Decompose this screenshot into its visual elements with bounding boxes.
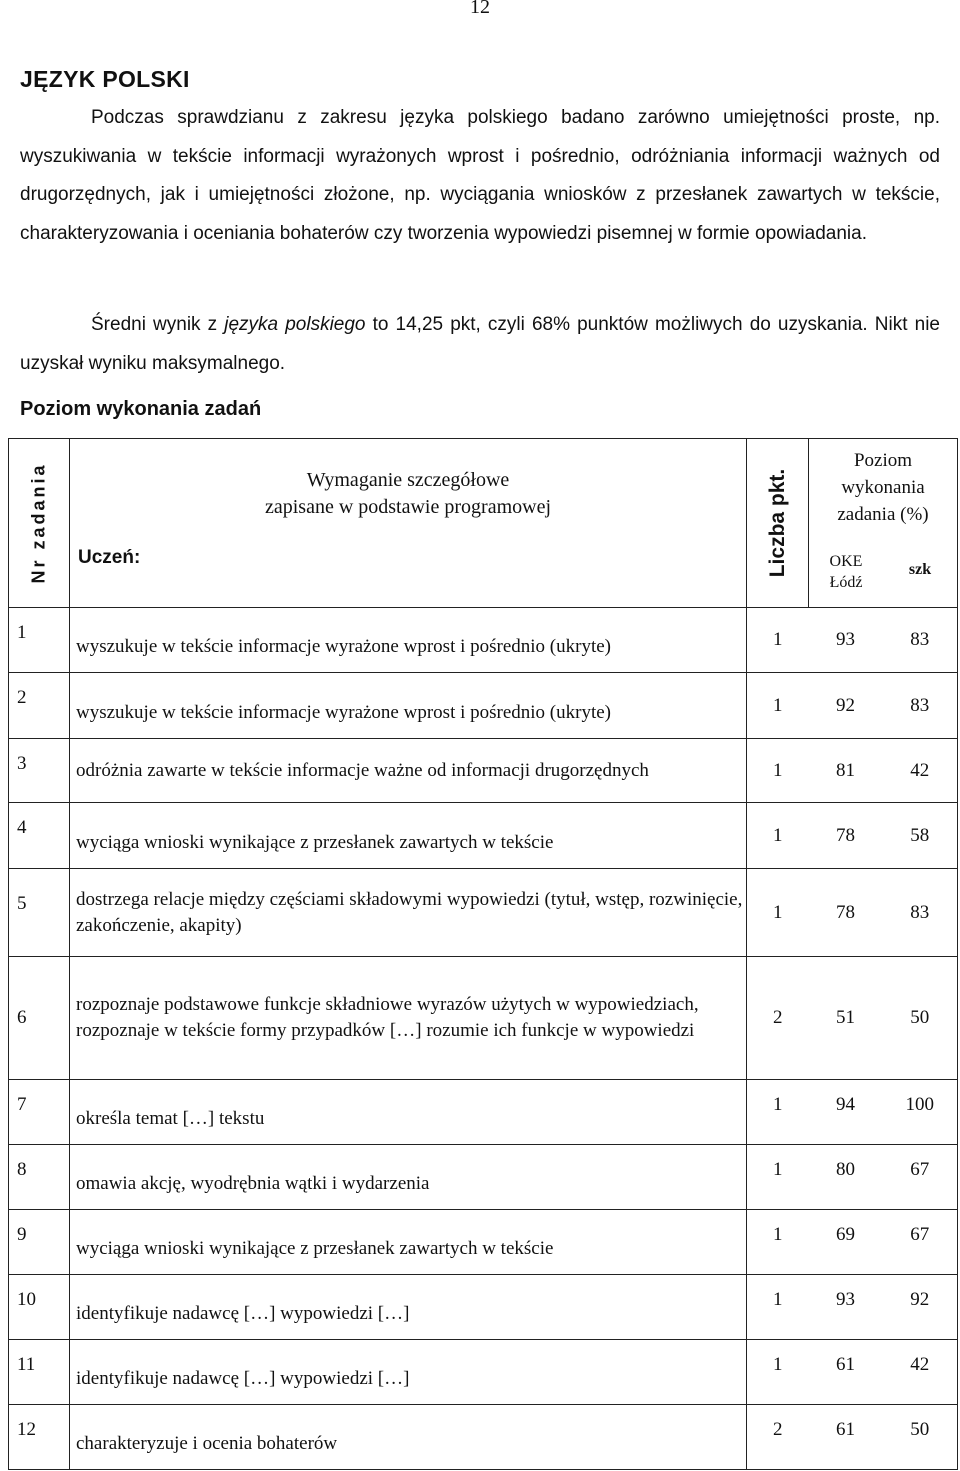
task-requirement: wyszukuje w tekście informacje wyrażone wprost i pośrednio (ukryte) bbox=[70, 673, 747, 739]
task-number: 1 bbox=[9, 608, 70, 673]
table-row bbox=[9, 739, 958, 803]
table-row bbox=[9, 957, 958, 1080]
page-number: 12 bbox=[470, 0, 490, 18]
task-points: 1 bbox=[747, 1145, 809, 1210]
task-requirement: wyciąga wnioski wynikające z przesłanek zawartych w tekście bbox=[70, 803, 747, 869]
task-points: 1 bbox=[747, 1210, 809, 1275]
task-number: 8 bbox=[9, 1145, 70, 1210]
task-school-level: 83 bbox=[883, 608, 958, 673]
header-requirement-line2: zapisane w podstawie programowej bbox=[264, 496, 551, 518]
task-number: 7 bbox=[9, 1080, 70, 1145]
task-number: 6 bbox=[9, 957, 70, 1080]
header-points-label: Liczba pkt. bbox=[765, 468, 789, 578]
task-school-level: 50 bbox=[883, 1405, 958, 1470]
section-title: JĘZYK POLSKI bbox=[20, 66, 190, 92]
task-points: 1 bbox=[747, 673, 809, 739]
header-level-title bbox=[809, 447, 957, 528]
task-requirement: wyszukuje w tekście informacje wyrażone wprost i pośrednio (ukryte) bbox=[70, 608, 747, 673]
task-school-level: 83 bbox=[883, 869, 958, 957]
header-school: szk bbox=[908, 561, 932, 578]
header-oke bbox=[809, 551, 883, 593]
header-task-number bbox=[9, 439, 70, 608]
task-requirement: odróżnia zawarte w tekście informacje ważne od informacji drugorzędnych bbox=[70, 739, 747, 803]
task-requirement: identyfikuje nadawcę […] wypowiedzi […] bbox=[70, 1340, 747, 1405]
header-requirement-title bbox=[70, 467, 746, 521]
task-oke-level: 69 bbox=[809, 1210, 883, 1275]
header-student-label: Uczeń: bbox=[78, 547, 141, 568]
task-number: 11 bbox=[9, 1340, 70, 1405]
task-requirement: omawia akcję, wyodrębnia wątki i wydarzenia bbox=[70, 1145, 747, 1210]
header-task-number-label: Nr zadania bbox=[28, 462, 49, 584]
intro-paragraph: Podczas sprawdzianu z zakresu języka polskiego badano zarówno umiejętności proste, np. wyszukiwania w tekście informacji wyrażonych wprost i pośrednio, odróżniania informacji ważnych od drugorzędnych, jak i umiejętności złożone, np. wyciągania wniosków z przesłanek zawartych w tekście, charakteryzowania i oceniania bohaterów czy tworzenia wypowiedzi pisemnej w formie opowiadania. bbox=[20, 107, 940, 244]
task-school-level: 100 bbox=[883, 1080, 958, 1145]
task-results-table bbox=[8, 438, 958, 1470]
task-number: 5 bbox=[9, 869, 70, 957]
task-oke-level: 61 bbox=[809, 1340, 883, 1405]
table-row bbox=[9, 803, 958, 869]
task-school-level: 50 bbox=[883, 957, 958, 1080]
task-points: 2 bbox=[747, 1405, 809, 1470]
task-number: 2 bbox=[9, 673, 70, 739]
summary-text-before: Średni wynik z bbox=[91, 314, 225, 335]
task-school-level: 42 bbox=[883, 739, 958, 803]
table-row bbox=[9, 608, 958, 673]
summary-subject: języka polskiego bbox=[224, 314, 366, 335]
task-requirement: wyciąga wnioski wynikające z przesłanek zawartych w tekście bbox=[70, 1210, 747, 1275]
task-oke-level: 81 bbox=[809, 739, 883, 803]
header-level-line3: zadania (%) bbox=[837, 504, 929, 525]
task-points: 1 bbox=[747, 869, 809, 957]
task-number: 9 bbox=[9, 1210, 70, 1275]
header-level bbox=[809, 439, 958, 608]
table-row bbox=[9, 1080, 958, 1145]
table-row bbox=[9, 1405, 958, 1470]
task-oke-level: 94 bbox=[809, 1080, 883, 1145]
task-oke-level: 78 bbox=[809, 869, 883, 957]
task-points: 1 bbox=[747, 1340, 809, 1405]
header-oke-line1: OKE bbox=[829, 553, 863, 570]
task-requirement: rozpoznaje podstawowe funkcje składniowe wyrazów użytych w wypowiedziach, rozpoznaje w tekście formy przypadków […] rozumie ich funkcje w wypowiedzi bbox=[70, 957, 747, 1080]
task-points: 1 bbox=[747, 608, 809, 673]
task-oke-level: 80 bbox=[809, 1145, 883, 1210]
table-row bbox=[9, 1275, 958, 1340]
header-level-line2: wykonania bbox=[841, 477, 925, 498]
task-points: 1 bbox=[747, 1080, 809, 1145]
table-row bbox=[9, 1340, 958, 1405]
task-number: 10 bbox=[9, 1275, 70, 1340]
header-requirement bbox=[70, 439, 747, 608]
header-requirement-line1: Wymaganie szczegółowe bbox=[306, 469, 510, 491]
task-school-level: 67 bbox=[883, 1210, 958, 1275]
task-points: 2 bbox=[747, 957, 809, 1080]
header-oke-line2: Łódź bbox=[829, 574, 863, 591]
task-school-level: 58 bbox=[883, 803, 958, 869]
task-oke-level: 93 bbox=[809, 608, 883, 673]
table-row bbox=[9, 1145, 958, 1210]
task-number: 3 bbox=[9, 739, 70, 803]
task-points: 1 bbox=[747, 739, 809, 803]
table-row bbox=[9, 1210, 958, 1275]
task-school-level: 83 bbox=[883, 673, 958, 739]
task-level-heading: Poziom wykonania zadań bbox=[20, 398, 262, 420]
table-row bbox=[9, 869, 958, 957]
task-points: 1 bbox=[747, 803, 809, 869]
task-school-level: 67 bbox=[883, 1145, 958, 1210]
table-row bbox=[9, 673, 958, 739]
task-requirement: identyfikuje nadawcę […] wypowiedzi […] bbox=[70, 1275, 747, 1340]
task-points: 1 bbox=[747, 1275, 809, 1340]
header-points bbox=[747, 439, 809, 608]
task-oke-level: 51 bbox=[809, 957, 883, 1080]
task-oke-level: 93 bbox=[809, 1275, 883, 1340]
task-number: 12 bbox=[9, 1405, 70, 1470]
task-oke-level: 92 bbox=[809, 673, 883, 739]
task-number: 4 bbox=[9, 803, 70, 869]
task-requirement: charakteryzuje i ocenia bohaterów bbox=[70, 1405, 747, 1470]
task-oke-level: 61 bbox=[809, 1405, 883, 1470]
task-requirement: określa temat […] tekstu bbox=[70, 1080, 747, 1145]
header-level-line1: Poziom bbox=[853, 450, 913, 471]
task-requirement: dostrzega relacje między częściami składowymi wypowiedzi (tytuł, wstęp, rozwinięcie, zakończenie, akapity) bbox=[70, 869, 747, 957]
task-oke-level: 78 bbox=[809, 803, 883, 869]
task-school-level: 92 bbox=[883, 1275, 958, 1340]
summary-paragraph bbox=[20, 306, 940, 383]
task-school-level: 42 bbox=[883, 1340, 958, 1405]
summary-text-after: to 14,25 pkt, czyli 68% punktów możliwych do uzyskania. Nikt nie uzyskał wyniku maksymalnego. bbox=[20, 314, 940, 374]
